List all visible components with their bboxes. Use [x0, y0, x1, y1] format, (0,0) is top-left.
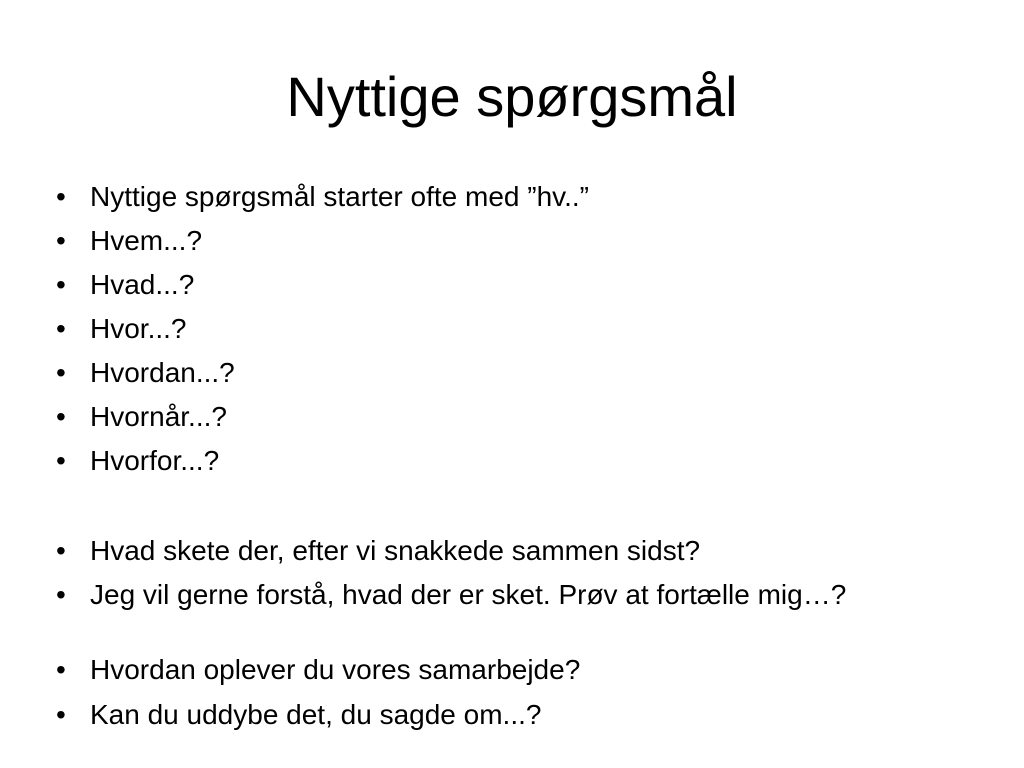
bullet-symbol: •	[56, 445, 66, 476]
bullet-text: Nyttige spørgsmål starter ofte med ”hv..”	[90, 181, 589, 212]
bullet-symbol: •	[56, 269, 66, 300]
bullet-symbol: •	[56, 357, 66, 388]
bullet-text: Hvordan oplever du vores samarbejde?	[90, 654, 581, 685]
bullet-item	[56, 446, 916, 476]
bullet-text: Hvor...?	[90, 313, 187, 344]
bullet-text: Hvornår...?	[90, 401, 227, 432]
bullet-item	[56, 182, 916, 212]
bullet-item	[56, 580, 916, 610]
bullet-item	[56, 655, 916, 685]
bullet-text: Hvem...?	[90, 225, 203, 256]
bullet-text: Hvorfor...?	[90, 445, 220, 476]
slide-title: Nyttige spørgsmål	[286, 65, 738, 128]
bullet-symbol: •	[56, 654, 66, 685]
bullet-text: Kan du uddybe det, du sagde om...?	[90, 699, 542, 730]
bullet-symbol: •	[56, 579, 66, 610]
bullet-text: Hvad skete der, efter vi snakkede sammen sidst?	[90, 535, 701, 566]
bullet-symbol: •	[56, 535, 66, 566]
bullet-text: Jeg vil gerne forstå, hvad der er sket. Prøv at fortælle mig…?	[90, 579, 847, 610]
bullet-item	[56, 358, 916, 388]
bullet-symbol: •	[56, 313, 66, 344]
bullet-item	[56, 314, 916, 344]
bullet-item	[56, 536, 916, 566]
bullet-symbol: •	[56, 181, 66, 212]
bullet-symbol: •	[56, 401, 66, 432]
bullet-symbol: •	[56, 699, 66, 730]
bullet-item	[56, 402, 916, 432]
bullet-symbol: •	[56, 225, 66, 256]
bullet-text: Hvad...?	[90, 269, 195, 300]
bullet-item	[56, 226, 916, 256]
bullet-text: Hvordan...?	[90, 357, 235, 388]
bullet-item	[56, 270, 916, 300]
bullet-item	[56, 700, 916, 730]
